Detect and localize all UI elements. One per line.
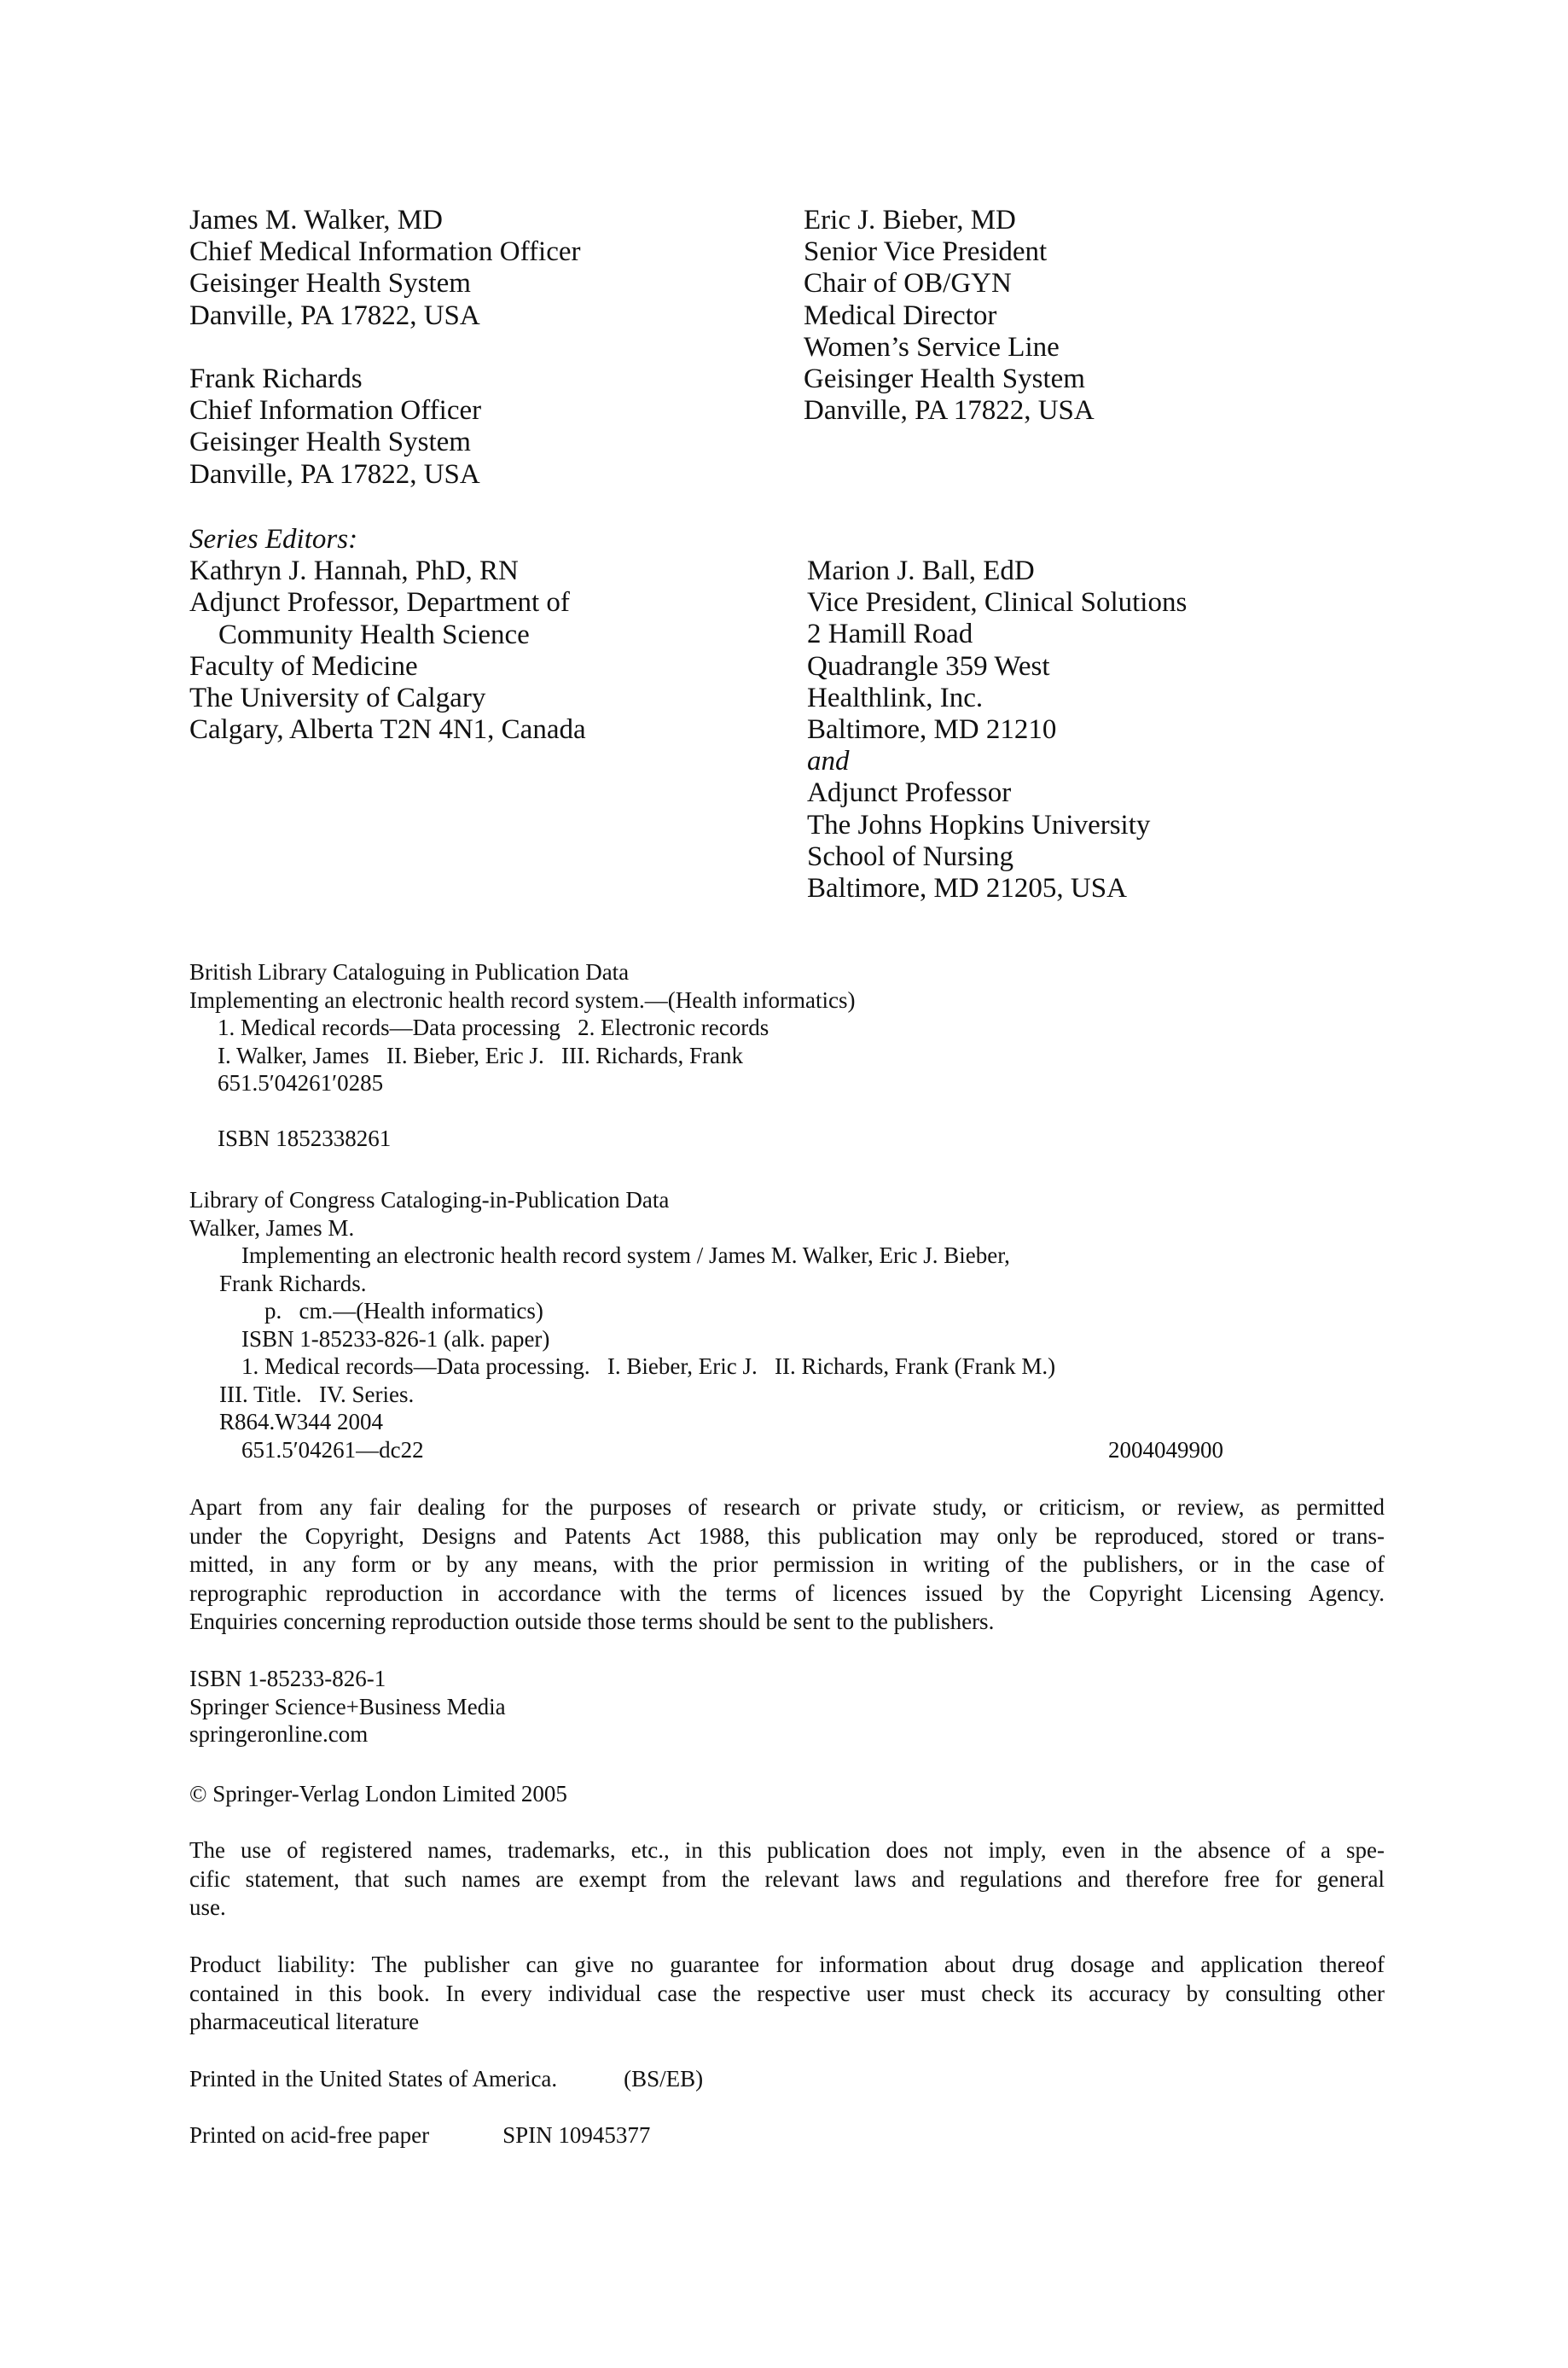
trademark-line: cific statement, that such names are exempt from the relevant laws and regulations and therefore free for general [189, 1865, 1385, 1892]
loc-class-number: 651.5′04261—dc22 [241, 1436, 424, 1463]
author-richards-address [189, 364, 481, 491]
publisher-info [189, 1665, 506, 1748]
author-city: Danville, PA 17822, USA [189, 458, 480, 490]
liability-notice [189, 1951, 1385, 2037]
loc-physical: p. cm.—(Health informatics) [264, 1298, 543, 1324]
editor-university: The University of Calgary [189, 683, 486, 714]
editor-city: Baltimore, MD 21205, USA [807, 873, 1127, 905]
publisher-isbn: ISBN 1-85233-826-1 [189, 1666, 386, 1691]
cip-classification: 651.5′04261′0285 [218, 1070, 384, 1096]
cip-entries: I. Walker, James II. Bieber, Eric J. III. Richards, Frank [218, 1042, 743, 1068]
publisher-name: Springer Science+Business Media [189, 1693, 506, 1719]
author-title: Senior Vice President [804, 236, 1048, 268]
loc-class-row [189, 1436, 1223, 1464]
editor-faculty: Faculty of Medicine [189, 650, 418, 682]
author-org: Geisinger Health System [189, 268, 471, 300]
loc-series: III. Title. IV. Series. [219, 1381, 415, 1407]
author-bieber-address [804, 205, 1095, 427]
acid-free-paper: Printed on acid-free paper [189, 2121, 430, 2148]
editor-dept: Community Health Science [218, 619, 530, 650]
editor-building: Quadrangle 359 West [807, 650, 1050, 682]
author-name: Frank Richards [189, 364, 363, 394]
loc-heading: Library of Congress Cataloging-in-Publication Data [189, 1187, 670, 1213]
printing-info [189, 2065, 703, 2149]
author-org: Geisinger Health System [804, 364, 1085, 395]
liability-line: contained in this book. In every individual case the respective user must check its accuracy by consulting other [189, 1980, 1385, 2006]
cip-title: Implementing an electronic health record system.—(Health informatics) [189, 986, 856, 1013]
series-editor-ball-address [807, 556, 1187, 905]
notice-line: mitted, in any form or by any means, with the prior permission in writing of the publishers, or in the case of [189, 1551, 1385, 1577]
editor-street: 2 Hamill Road [807, 619, 973, 650]
cip-heading: British Library Cataloguing in Publication Data [189, 959, 630, 985]
trademark-notice [189, 1836, 1385, 1923]
spin-number: SPIN 10945377 [502, 2121, 651, 2148]
printed-in-row [189, 2065, 703, 2093]
editor-title: Adjunct Professor [807, 777, 1012, 809]
author-title: Medical Director [804, 300, 997, 331]
library-of-congress-cip [189, 1186, 1223, 1463]
cip-subjects: 1. Medical records—Data processing 2. Electronic records [218, 1015, 769, 1040]
trademark-line: The use of registered names, trademarks, etc., in this publication does not imply, even in the absence of a spe- [189, 1837, 1385, 1863]
loc-subjects: 1. Medical records—Data processing. I. Bieber, Eric J. II. Richards, Frank (Frank M.) [241, 1353, 1056, 1379]
series-editors-heading: Series Editors: [189, 524, 358, 555]
series-editor-hannah-address [189, 524, 586, 746]
author-name: Eric J. Bieber, MD [804, 205, 1016, 236]
editor-city: Calgary, Alberta T2N 4N1, Canada [189, 714, 586, 746]
copyright-text: © Springer-Verlag London Limited 2005 [189, 1781, 567, 1807]
author-dept: Women’s Service Line [804, 331, 1060, 363]
publisher-website: springeronline.com [189, 1721, 369, 1747]
notice-line: Apart from any fair dealing for the purposes of research or private study, or criticism, or review, as permitted [189, 1494, 1385, 1520]
british-library-cip [189, 958, 855, 1152]
editor-company: Healthlink, Inc. [807, 682, 984, 713]
editor-city: Baltimore, MD 21210 [807, 714, 1057, 746]
editor-title: Adjunct Professor, Department of [189, 587, 570, 619]
loc-author: Walker, James M. [189, 1214, 355, 1241]
liability-line: Product liability: The publisher can give no guarantee for information about drug dosage and application thereof [189, 1952, 1385, 1977]
copyright-notice [189, 1493, 1385, 1637]
author-title: Chair of OB/GYN [804, 268, 1012, 300]
notice-line: under the Copyright, Designs and Patents Act 1988, this publication may only be reproduced, stored or trans- [189, 1522, 1385, 1549]
author-city: Danville, PA 17822, USA [189, 300, 480, 331]
trademark-line: use. [189, 1894, 226, 1920]
editor-school: School of Nursing [807, 841, 1013, 872]
notice-line: Enquiries concerning reproduction outside those terms should be sent to the publishers. [189, 1609, 995, 1634]
author-walker-address [189, 205, 580, 332]
copyright-line [189, 1780, 567, 1808]
author-org: Geisinger Health System [189, 427, 471, 458]
loc-title: Implementing an electronic health record system / James M. Walker, Eric J. Bieber, [241, 1242, 1010, 1268]
paper-row [189, 2121, 703, 2150]
editor-name: Kathryn J. Hannah, PhD, RN [189, 556, 519, 587]
loc-isbn: ISBN 1-85233-826-1 (alk. paper) [241, 1325, 550, 1352]
author-title: Chief Information Officer [189, 395, 482, 427]
loc-title-cont: Frank Richards. [219, 1270, 367, 1296]
printer-code: (BS/EB) [624, 2066, 704, 2092]
author-name: James M. Walker, MD [189, 205, 443, 236]
editor-name: Marion J. Ball, EdD [807, 556, 1035, 586]
editor-conjunction: and [807, 746, 850, 777]
loc-lccn: 2004049900 [1108, 1436, 1223, 1463]
cip-isbn: ISBN 1852338261 [218, 1125, 392, 1151]
printed-in: Printed in the United States of America. [189, 2066, 558, 2092]
liability-line: pharmaceutical literature [189, 2009, 420, 2034]
author-city: Danville, PA 17822, USA [804, 395, 1095, 427]
editor-university: The Johns Hopkins University [807, 809, 1151, 841]
editor-title: Vice President, Clinical Solutions [807, 587, 1188, 619]
loc-call-number: R864.W344 2004 [219, 1409, 383, 1434]
notice-line: reprographic reproduction in accordance with the terms of licences issued by the Copyright Licensing Agency. [189, 1580, 1385, 1606]
author-title: Chief Medical Information Officer [189, 236, 581, 268]
